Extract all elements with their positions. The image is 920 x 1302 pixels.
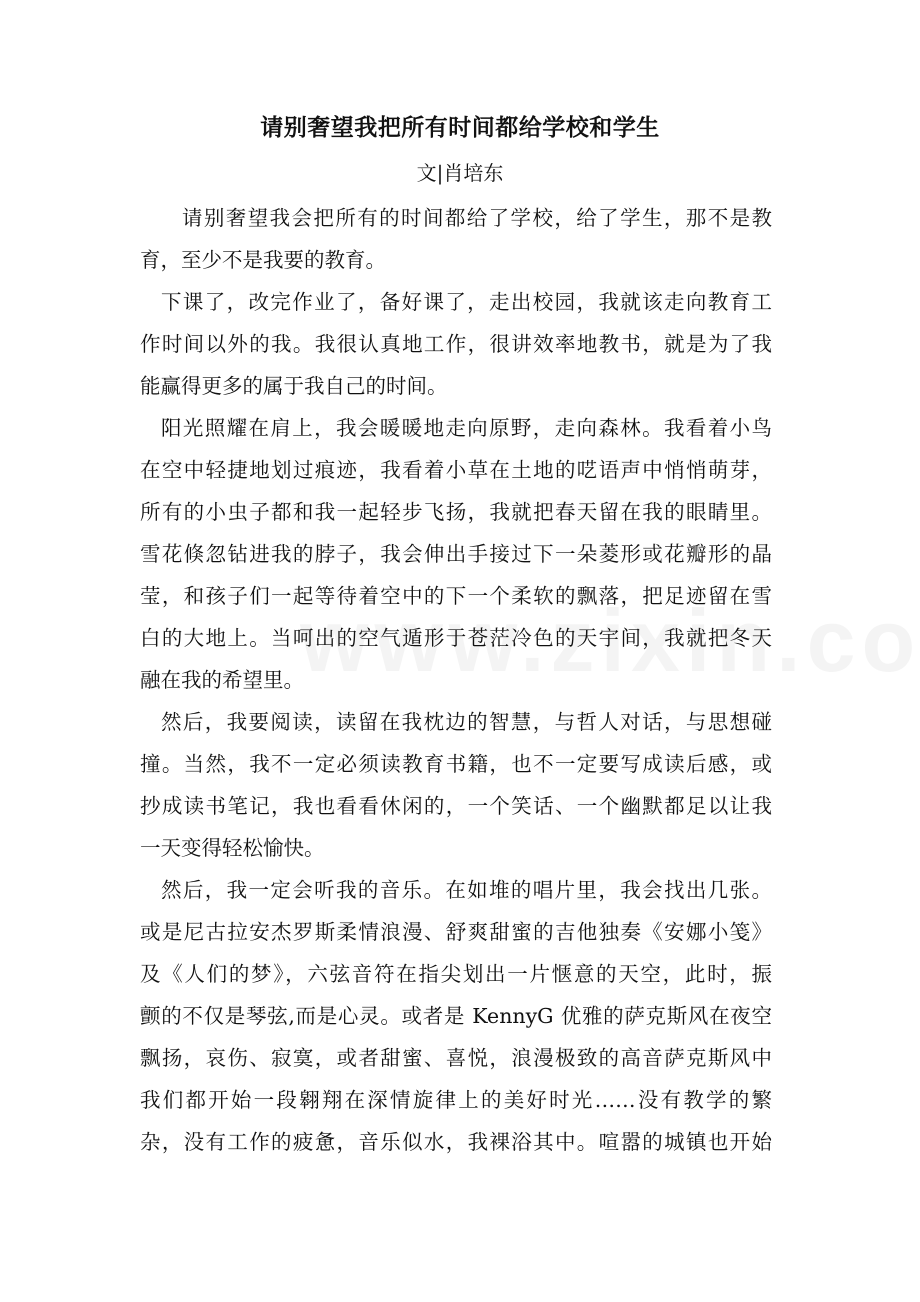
text-line: 白的大地上。当呵出的空气遁形于苍茫冷色的天宇间，我就把冬天 — [140, 626, 772, 650]
text-line: 阳光照耀在肩上，我会暖暖地走向原野，走向森林。我看着小鸟 — [161, 416, 772, 440]
text-line: 杂，没有工作的疲惫，音乐似水，我裸浴其中。喧嚣的城镇也开始 — [140, 1130, 772, 1154]
text-line: 撞。当然，我不一定必须读教育书籍，也不一定要写成读后感，或 — [140, 752, 772, 776]
text-line: 颤的不仅是琴弦,而是心灵。或者是 KennyG 优雅的萨克斯风在夜空 — [140, 1004, 772, 1028]
text-line: 作时间以外的我。我很认真地工作，很讲效率地教书，就是为了我 — [140, 332, 772, 356]
text-line: 我们都开始一段翱翔在深情旋律上的美好时光……没有教学的繁 — [140, 1088, 772, 1112]
text-line: 雪花倏忽钻进我的脖子，我会伸出手接过下一朵菱形或花瓣形的晶 — [140, 542, 772, 566]
text-line: 请别奢望我会把所有的时间都给了学校，给了学生，那不是教 — [182, 206, 772, 230]
document-author: 文|肖培东 — [416, 161, 504, 185]
text-line: 飘扬，哀伤、寂寞，或者甜蜜、喜悦，浪漫极致的高音萨克斯风中 — [140, 1046, 772, 1070]
text-line: 及《人们的梦》，六弦音符在指尖划出一片惬意的天空，此时，振 — [140, 962, 772, 986]
document-body — [140, 197, 772, 1163]
text-line: 或是尼古拉安杰罗斯柔情浪漫、舒爽甜蜜的吉他独奏《安娜小笺》 — [140, 920, 772, 944]
text-line: 一天变得轻松愉快。 — [140, 836, 325, 860]
text-line: 所有的小虫子都和我一起轻步飞扬，我就把春天留在我的眼睛里。 — [140, 500, 772, 524]
text-line: 然后，我要阅读，读留在我枕边的智慧，与哲人对话，与思想碰 — [161, 710, 772, 734]
text-line: 下课了，改完作业了，备好课了，走出校园，我就该走向教育工 — [161, 290, 772, 314]
text-line: 抄成读书笔记，我也看看休闲的，一个笑话、一个幽默都足以让我 — [140, 794, 772, 818]
text-line: 在空中轻捷地划过痕迹，我看着小草在土地的呓语声中悄悄萌芽， — [140, 458, 772, 482]
text-line: 融在我的希望里。 — [140, 668, 304, 692]
text-line: 能赢得更多的属于我自己的时间。 — [140, 374, 448, 398]
text-line: 育，至少不是我要的教育。 — [140, 248, 386, 272]
text-line: 然后，我一定会听我的音乐。在如堆的唱片里，我会找出几张。 — [161, 878, 772, 902]
text-line: 莹，和孩子们一起等待着空中的下一个柔软的飘落，把足迹留在雪 — [140, 584, 772, 608]
document-title: 请别奢望我把所有时间都给学校和学生 — [260, 114, 660, 141]
